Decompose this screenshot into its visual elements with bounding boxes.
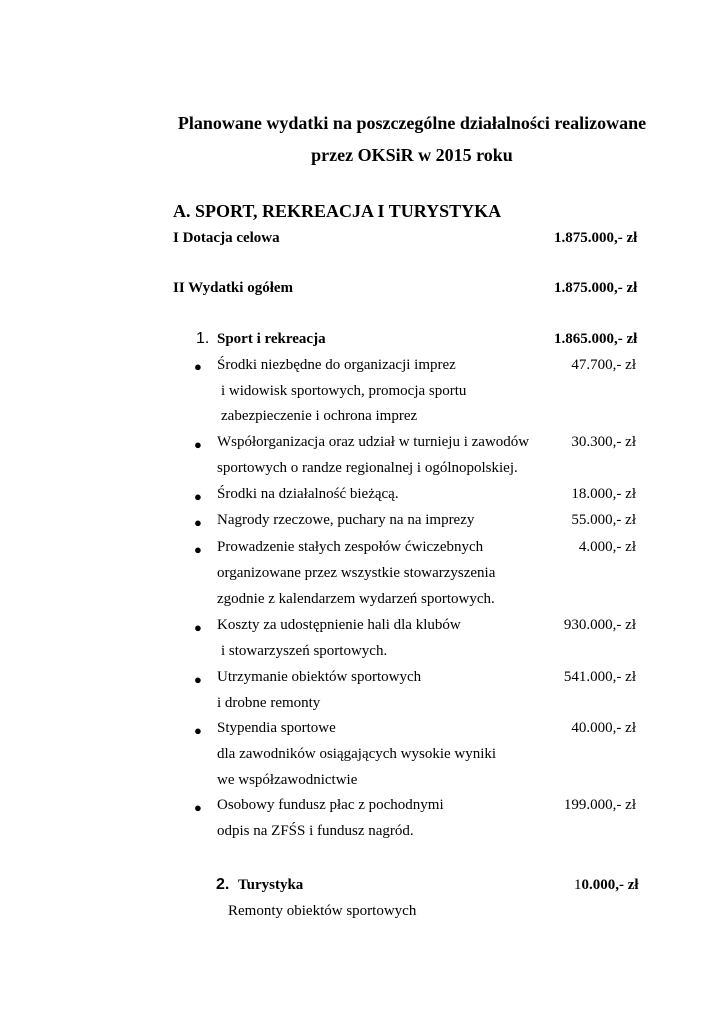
item-7-line-1: Utrzymanie obiektów sportowych <box>217 669 422 685</box>
item-1-line-3: zabezpieczenie i ochrona imprez <box>221 408 418 424</box>
sport-label: Sport i rekreacja <box>217 331 326 347</box>
turystyka-label: Turystyka <box>238 877 304 893</box>
item-8-line-2: dla zawodników osiągających wysokie wyniki <box>217 746 497 762</box>
dotacja-label: I Dotacja celowa <box>173 230 280 246</box>
wydatki-label: II Wydatki ogółem <box>173 280 294 296</box>
item-2-line-1: Współorganizacja oraz udział w turnieju i zawodów <box>217 434 530 450</box>
item-4-line-1: Nagrody rzeczowe, puchary na na imprezy <box>217 512 475 528</box>
item-7-line-2: i drobne remonty <box>217 695 321 711</box>
item-2-amount: 30.300,- zł <box>571 434 636 450</box>
item-2-line-2: sportowych o randze regionalnej i ogólnopolskiej. <box>217 460 518 476</box>
bullet-icon: ● <box>194 489 202 504</box>
item-9-amount: 199.000,- zł <box>563 797 636 813</box>
turystyka-amount <box>574 877 639 894</box>
bullet-icon: ● <box>194 359 202 374</box>
item-8-amount: 40.000,- zł <box>571 720 636 736</box>
turystyka-note: Remonty obiektów sportowych <box>228 903 417 919</box>
item-8-line-3: we współzawodnictwie <box>217 772 358 788</box>
item-1-line-1: Środki niezbędne do organizacji imprez <box>217 357 456 373</box>
item-9-line-2: odpis na ZFŚS i fundusz nagród. <box>217 823 414 839</box>
item-9-line-1: Osobowy fundusz płac z pochodnymi <box>217 797 444 813</box>
item-3-amount: 18.000,- zł <box>571 486 636 502</box>
item-4-amount: 55.000,- zł <box>571 512 636 528</box>
item-5-line-1: Prowadzenie stałych zespołów ćwiczebnych <box>217 539 484 555</box>
turystyka-amount-rest: 0.000,- zł <box>581 877 639 893</box>
item-6-amount: 930.000,- zł <box>563 617 636 633</box>
bullet-icon: ● <box>194 723 202 738</box>
item-7-amount: 541.000,- zł <box>563 669 636 685</box>
item-5-line-3: zgodnie z kalendarzem wydarzeń sportowych. <box>217 591 495 607</box>
dotacja-amount: 1.875.000,- zł <box>554 230 638 246</box>
section-a-heading: A. SPORT, REKREACJA I TURYSTYKA <box>173 201 502 221</box>
bullet-icon: ● <box>194 672 202 687</box>
item-5-amount: 4.000,- zł <box>578 539 636 555</box>
item-1-amount: 47.700,- zł <box>571 357 636 373</box>
item-5-line-2: organizowane przez wszystkie stowarzyszenia <box>217 565 496 581</box>
sport-amount: 1.865.000,- zł <box>554 331 638 347</box>
turystyka-number: 2. <box>216 876 230 893</box>
bullet-icon: ● <box>194 542 202 557</box>
title-line-2: przez OKSiR w 2015 roku <box>311 145 513 165</box>
wydatki-amount: 1.875.000,- zł <box>554 280 638 296</box>
item-8-line-1: Stypendia sportowe <box>217 720 336 736</box>
bullet-icon: ● <box>194 515 202 530</box>
bullet-icon: ● <box>194 437 202 452</box>
bullet-icon: ● <box>194 800 202 815</box>
item-6-line-1: Koszty za udostępnienie hali dla klubów <box>217 617 461 633</box>
item-6-line-2: i stowarzyszeń sportowych. <box>221 643 388 659</box>
turystyka-amount-prefix: 1 <box>574 877 582 893</box>
bullet-icon: ● <box>194 620 202 635</box>
item-3-line-1: Środki na działalność bieżącą. <box>217 486 399 502</box>
title-line-1: Planowane wydatki na poszczególne działalności realizowane <box>177 113 647 133</box>
sport-number: 1. <box>196 330 210 347</box>
item-1-line-2: i widowisk sportowych, promocja sportu <box>221 383 467 399</box>
